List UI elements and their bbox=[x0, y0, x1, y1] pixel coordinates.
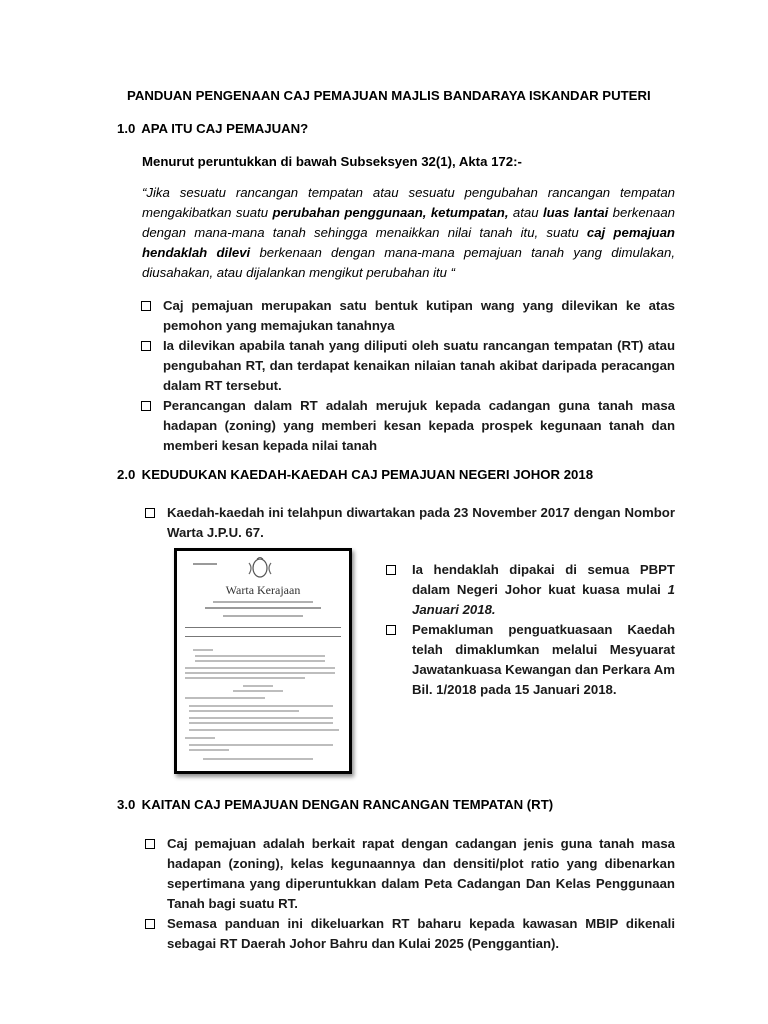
list-item bbox=[141, 336, 675, 396]
section-3-bullets bbox=[145, 834, 675, 954]
section-number: 3.0 bbox=[117, 797, 136, 812]
list-item bbox=[145, 503, 675, 543]
list-item bbox=[141, 396, 675, 456]
list-item bbox=[145, 834, 675, 914]
bullet-text: Kaedah-kaedah ini telahpun diwartakan pada 23 November 2017 dengan Nombor Warta J.P.U. 67. bbox=[167, 505, 675, 540]
section-number: 1.0 bbox=[117, 121, 136, 136]
checkbox-icon bbox=[386, 565, 396, 575]
quote-text: berkenaan dengan mana-mana tanah sehingga menaikkan nilai tanah itu, suatu bbox=[142, 205, 675, 240]
bullet-text: Caj pemajuan adalah berkait rapat dengan cadangan jenis guna tanah masa hadapan (zoning), kelas kegunaannya dan densiti/plot ratio yang dibenarkan sepertimana yang diperuntukkan dalam Peta Cadangan Dan Kelas Penggunaan Tanah bagi suatu RT. bbox=[167, 836, 675, 911]
quote-text: berkenaan dengan mana-mana pemajuan tanah yang dimulakan, diusahakan, atau dijalankan mengikut perubahan itu “ bbox=[142, 245, 675, 280]
list-item bbox=[145, 914, 675, 954]
section-2-bullets bbox=[145, 503, 675, 543]
bullet-text: Ia hendaklah dipakai di semua PBPT dalam Negeri Johor kuat kuasa mulai bbox=[412, 562, 675, 597]
quote-bold: caj pemajuan hendaklah dilevi bbox=[142, 225, 675, 260]
section-title: APA ITU CAJ PEMAJUAN? bbox=[141, 121, 309, 136]
bullet-text: Semasa panduan ini dikeluarkan RT baharu kepada kawasan MBIP dikenali sebagai RT Daerah Johor Bahru dan Kulai 2025 (Penggantian). bbox=[167, 916, 675, 951]
intro-text: Menurut peruntukkan di bawah Subseksyen 32(1), Akta 172:- bbox=[142, 154, 522, 169]
gazette-image bbox=[174, 548, 352, 774]
section-title: KAITAN CAJ PEMAJUAN DENGAN RANCANGAN TEMPATAN (RT) bbox=[141, 797, 554, 812]
list-item bbox=[386, 620, 675, 700]
bullet-emphasis: 1 Januari 2018. bbox=[412, 582, 675, 617]
section-2-side-bullets bbox=[386, 560, 675, 700]
checkbox-icon bbox=[386, 625, 396, 635]
section-title: KEDUDUKAN KAEDAH-KAEDAH CAJ PEMAJUAN NEGERI JOHOR 2018 bbox=[141, 467, 594, 482]
quote-text: atau bbox=[508, 205, 543, 220]
bullet-text: Ia dilevikan apabila tanah yang diliputi oleh suatu rancangan tempatan (RT) atau pengubahan RT, dan terdapat kenaikan nilaian tanah akibat daripada peracangan dalam RT tersebut. bbox=[163, 338, 675, 393]
quote-text: “Jika sesuatu rancangan tempatan atau sesuatu pengubahan rancangan tempatan mengakibatkan suatu bbox=[142, 185, 675, 220]
checkbox-icon bbox=[141, 341, 151, 351]
section-1-heading bbox=[117, 121, 308, 136]
section-1-bullets bbox=[141, 296, 675, 456]
checkbox-icon bbox=[141, 301, 151, 311]
quote-bold: perubahan penggunaan, ketumpatan, bbox=[272, 205, 509, 220]
section-number: 2.0 bbox=[117, 467, 136, 482]
document-title: PANDUAN PENGENAAN CAJ PEMAJUAN MAJLIS BANDARAYA ISKANDAR PUTERI bbox=[127, 88, 651, 103]
checkbox-icon bbox=[145, 508, 155, 518]
checkbox-icon bbox=[141, 401, 151, 411]
checkbox-icon bbox=[145, 839, 155, 849]
bullet-text: Perancangan dalam RT adalah merujuk kepada cadangan guna tanah masa hadapan (zoning) yang memberi kesan kepada prospek kegunaan tanah dan memberi kesan kepada nilai tanah bbox=[163, 398, 675, 453]
bullet-text: Caj pemajuan merupakan satu bentuk kutipan wang yang dilevikan ke atas pemohon yang memajukan tanahnya bbox=[163, 298, 675, 333]
section-2-heading bbox=[117, 467, 593, 482]
quote-bold: luas lantai bbox=[543, 205, 609, 220]
bullet-text: Pemakluman penguatkuasaan Kaedah telah dimaklumkan melalui Mesyuarat Jawatankuasa Kewangan dan Perkara Am Bil. 1/2018 pada 15 Januari 2018. bbox=[412, 622, 675, 697]
quote-block bbox=[142, 183, 675, 283]
crest-icon bbox=[245, 557, 275, 579]
list-item bbox=[386, 560, 675, 620]
gazette-title: Warta Kerajaan bbox=[225, 583, 301, 597]
checkbox-icon bbox=[145, 919, 155, 929]
section-3-heading bbox=[117, 797, 553, 812]
list-item bbox=[141, 296, 675, 336]
